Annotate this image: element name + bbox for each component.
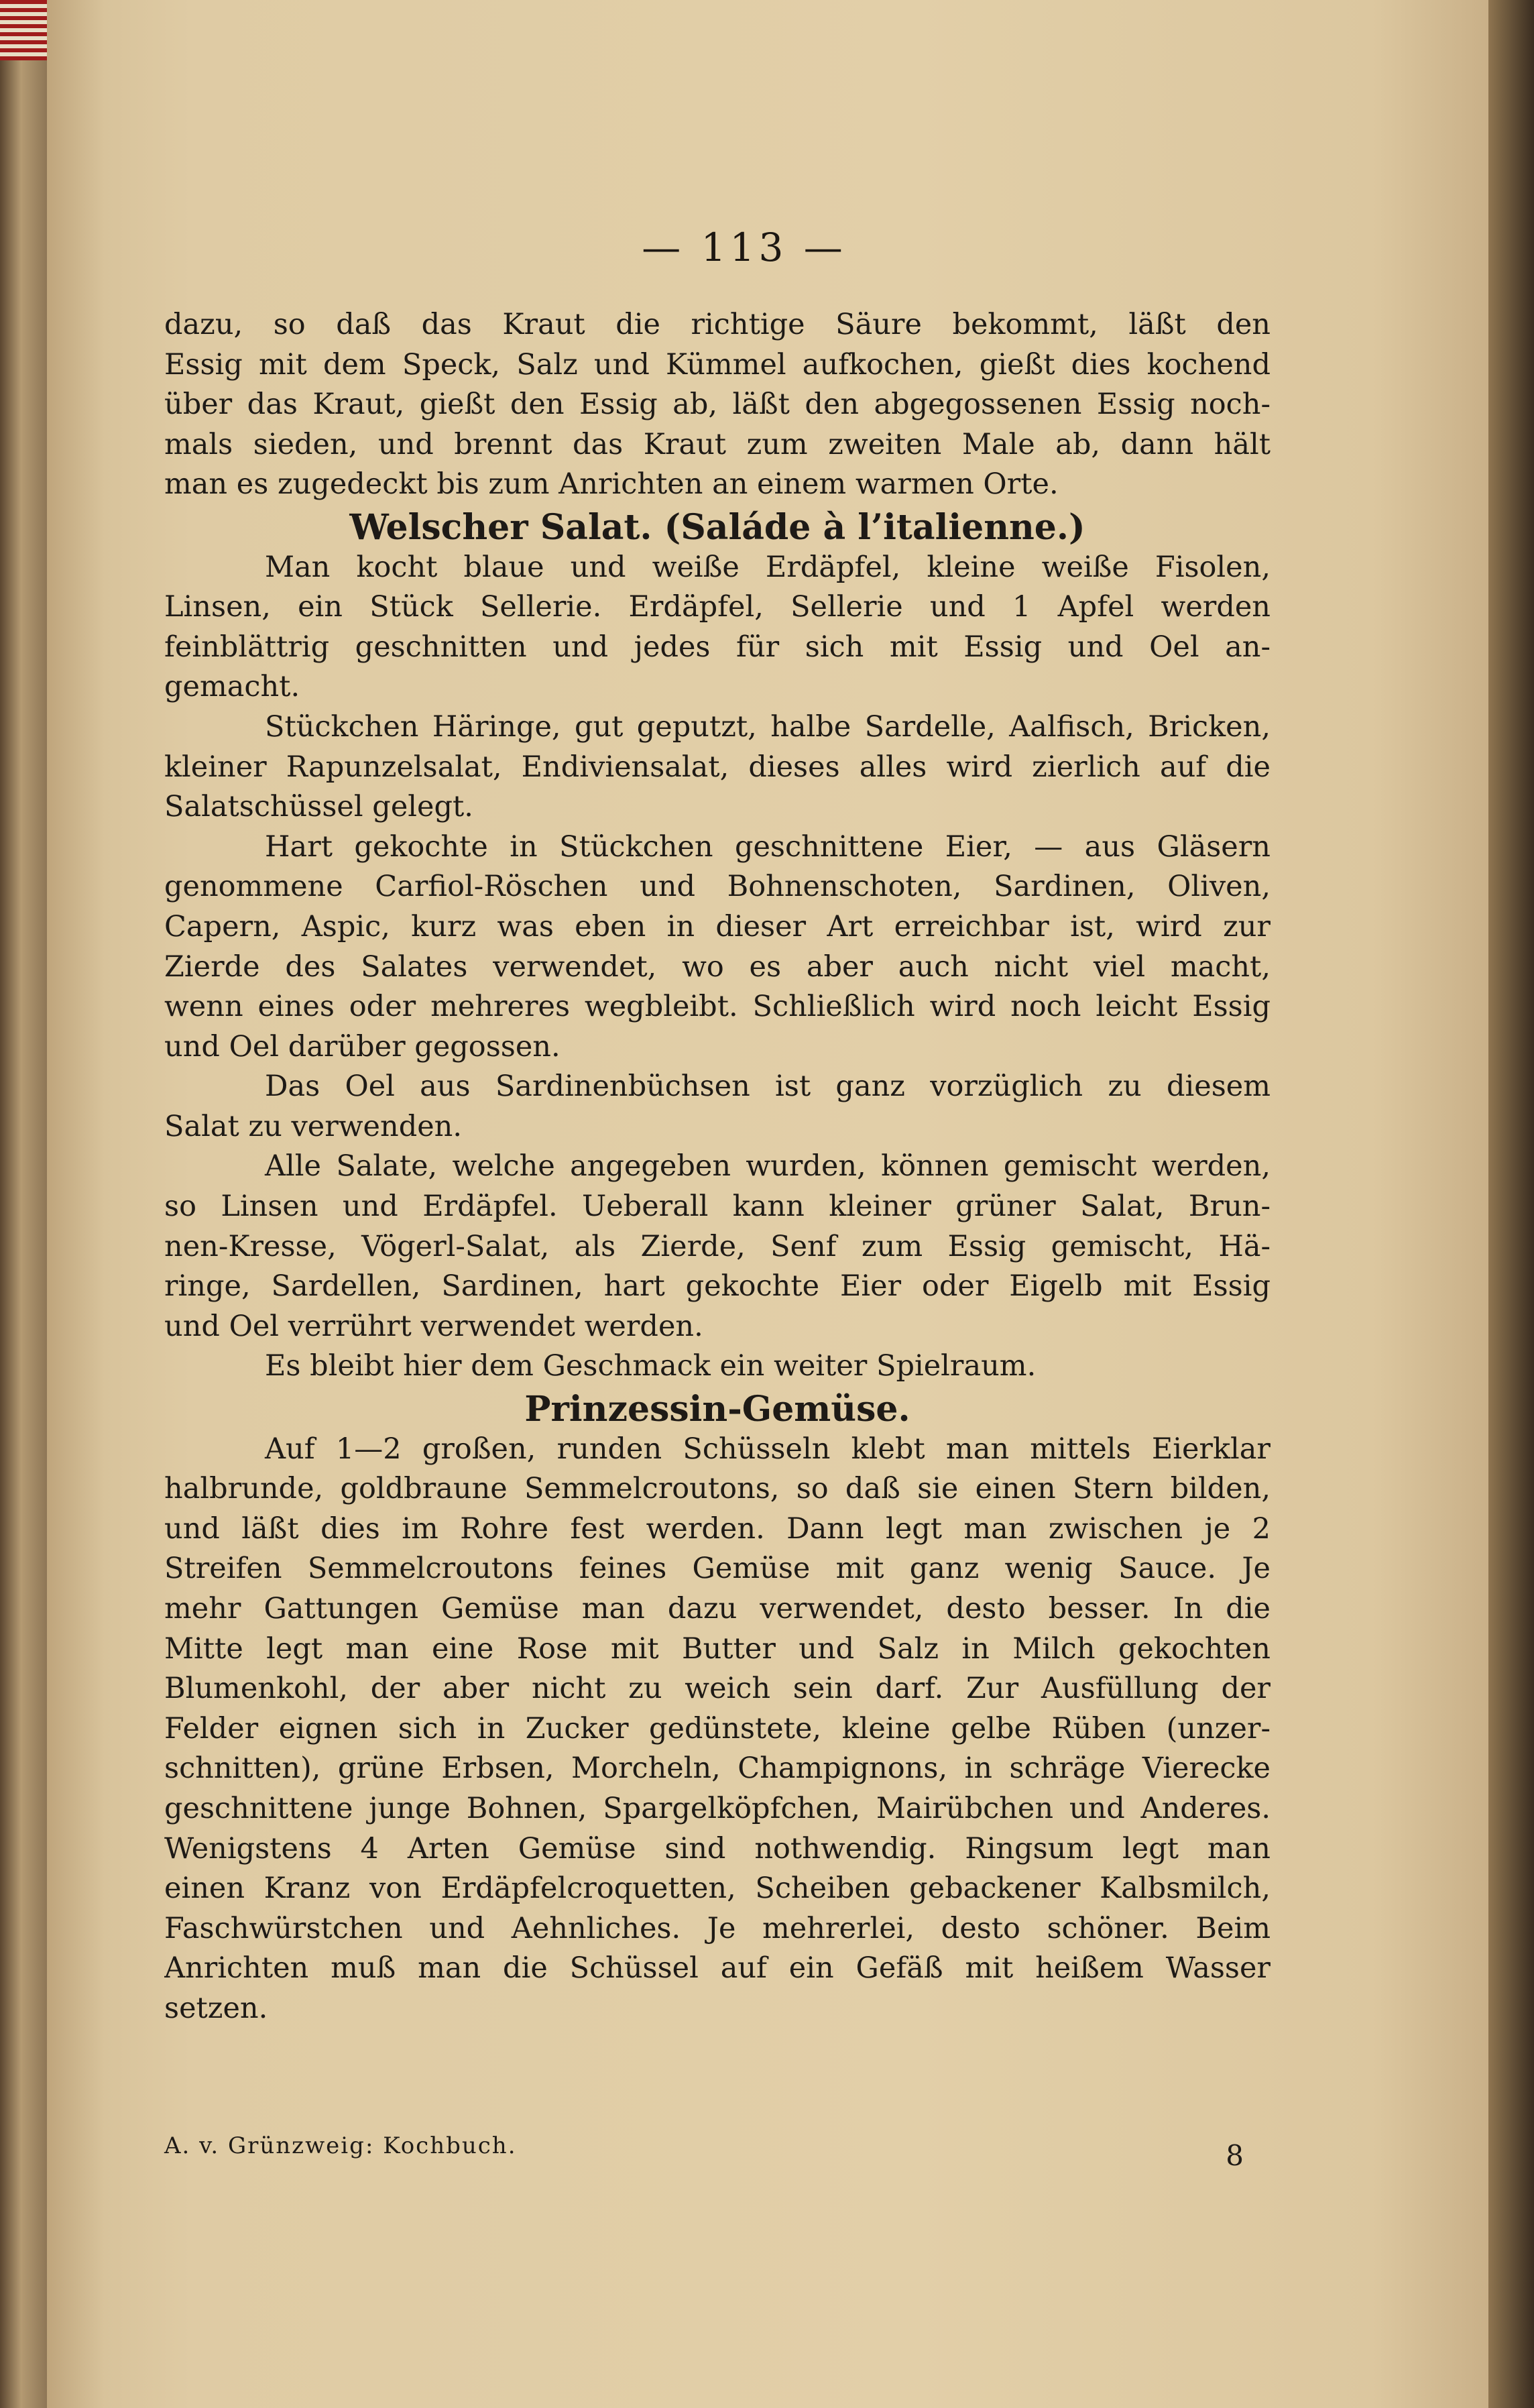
text-line: Stückchen Häringe, gut geputzt, halbe Sardelle, Aalfisch, Bricken, <box>265 709 1271 744</box>
text-line: Salatschüssel gelegt. <box>164 790 473 824</box>
page-footer <box>164 2132 1271 2179</box>
text-line: Felder eignen sich in Zucker gedünstete, kleine gelbe Rüben (unzer- <box>164 1711 1271 1745</box>
text-line: Alle Salate, welche angegeben wurden, können gemischt werden, <box>265 1149 1271 1184</box>
book-attribution: A. v. Grünzweig: Kochbuch. <box>164 2132 517 2159</box>
text-line: Man kocht blaue und weiße Erdäpfel, kleine weiße Fisolen, <box>265 550 1271 584</box>
text-line: und Oel darüber gegossen. <box>164 1029 560 1064</box>
text-line: schnitten), grüne Erbsen, Morcheln, Champignons, in schräge Vierecke <box>164 1752 1271 1786</box>
text-line: Wenigstens 4 Arten Gemüse sind nothwendig. Ringsum legt man <box>164 1831 1271 1866</box>
text-line: Linsen, ein Stück Sellerie. Erdäpfel, Sellerie und 1 Apfel werden <box>164 590 1271 624</box>
text-line: Blumenkohl, der aber nicht zu weich sein darf. Zur Ausfüllung der <box>164 1672 1271 1706</box>
text-line: Hart gekochte in Stückchen geschnittene Eier, — aus Gläsern <box>265 829 1271 864</box>
spine-marker <box>0 0 47 60</box>
text-line: Das Oel aus Sardinenbüchsen ist ganz vorzüglich zu diesem <box>265 1070 1271 1104</box>
text-line: ringe, Sardellen, Sardinen, hart gekochte Eier oder Eigelb mit Essig <box>164 1269 1271 1304</box>
text-line: und Oel verrührt verwendet werden. <box>164 1309 703 1343</box>
text-line: man es zugedeckt bis zum Anrichten an einem warmen Orte. <box>164 467 1059 502</box>
text-line: kleiner Rapunzelsalat, Endiviensalat, dieses alles wird zierlich auf die <box>164 750 1271 784</box>
text-line: Es bleibt hier dem Geschmack ein weiter Spielraum. <box>265 1349 1037 1383</box>
text-line: Capern, Aspic, kurz was eben in dieser Art erreichbar ist, wird zur <box>164 909 1271 943</box>
text-line: wenn eines oder mehreres wegbleibt. Schließlich wird noch leicht Essig <box>164 990 1271 1024</box>
text-line: Mitte legt man eine Rose mit Butter und Salz in Milch gekochten <box>164 1631 1271 1666</box>
text-line: mals sieden, und brennt das Kraut zum zweiten Male ab, dann hält <box>164 427 1271 461</box>
text-line: Zierde des Salates verwendet, wo es aber auch nicht viel macht, <box>164 950 1271 984</box>
text-line: nen-Kresse, Vögerl-Salat, als Zierde, Senf zum Essig gemischt, Hä- <box>164 1229 1271 1263</box>
body-text <box>164 305 1271 2029</box>
page-edge <box>1488 0 1534 2408</box>
text-line: genommene Carfiol-Röschen und Bohnenschoten, Sardinen, Oliven, <box>164 870 1271 904</box>
signature-mark: 8 <box>1226 2139 1244 2172</box>
text-line: dazu, so daß das Kraut die richtige Säure bekommt, läßt den <box>164 308 1271 341</box>
page-number: — 113 — <box>642 225 847 270</box>
text-line: und läßt dies im Rohre fest werden. Dann legt man zwischen je 2 <box>164 1511 1271 1546</box>
text-line: Auf 1—2 großen, runden Schüsseln klebt man mittels Eierklar <box>265 1432 1271 1466</box>
text-line: über das Kraut, gießt den Essig ab, läßt den abgegossenen Essig noch- <box>164 388 1271 422</box>
text-line: Essig mit dem Speck, Salz und Kümmel aufkochen, gießt dies kochend <box>164 347 1271 382</box>
text-line: gemacht. <box>164 670 300 704</box>
text-line: halbrunde, goldbraune Semmelcroutons, so daß sie einen Stern bilden, <box>164 1472 1271 1506</box>
text-line: Salat zu verwenden. <box>164 1109 463 1143</box>
text-line: setzen. <box>164 1991 268 2025</box>
text-line: Faschwürstchen und Aehnliches. Je mehrerlei, desto schöner. Beim <box>164 1911 1271 1945</box>
text-line: geschnittene junge Bohnen, Spargelköpfchen, Mairübchen und Anderes. <box>164 1791 1271 1825</box>
text-line: so Linsen und Erdäpfel. Ueberall kann kleiner grüner Salat, Brun- <box>164 1190 1271 1224</box>
section-heading-prinzessin-gemuese: Prinzessin-Gemüse. <box>524 1389 910 1430</box>
text-line: feinblättrig geschnitten und jedes für sich mit Essig und Oel an- <box>164 630 1271 664</box>
section-heading-welscher-salat: Welscher Salat. (Saláde à l’italienne.) <box>349 507 1085 548</box>
text-line: mehr Gattungen Gemüse man dazu verwendet, desto besser. In die <box>164 1592 1271 1625</box>
text-line: einen Kranz von Erdäpfelcroquetten, Scheiben gebackener Kalbsmilch, <box>164 1872 1271 1906</box>
text-line: Anrichten muß man die Schüssel auf ein Gefäß mit heißem Wasser <box>164 1951 1271 1986</box>
book-spine <box>0 0 47 2408</box>
text-line: Streifen Semmelcroutons feines Gemüse mit ganz wenig Sauce. Je <box>164 1552 1271 1586</box>
